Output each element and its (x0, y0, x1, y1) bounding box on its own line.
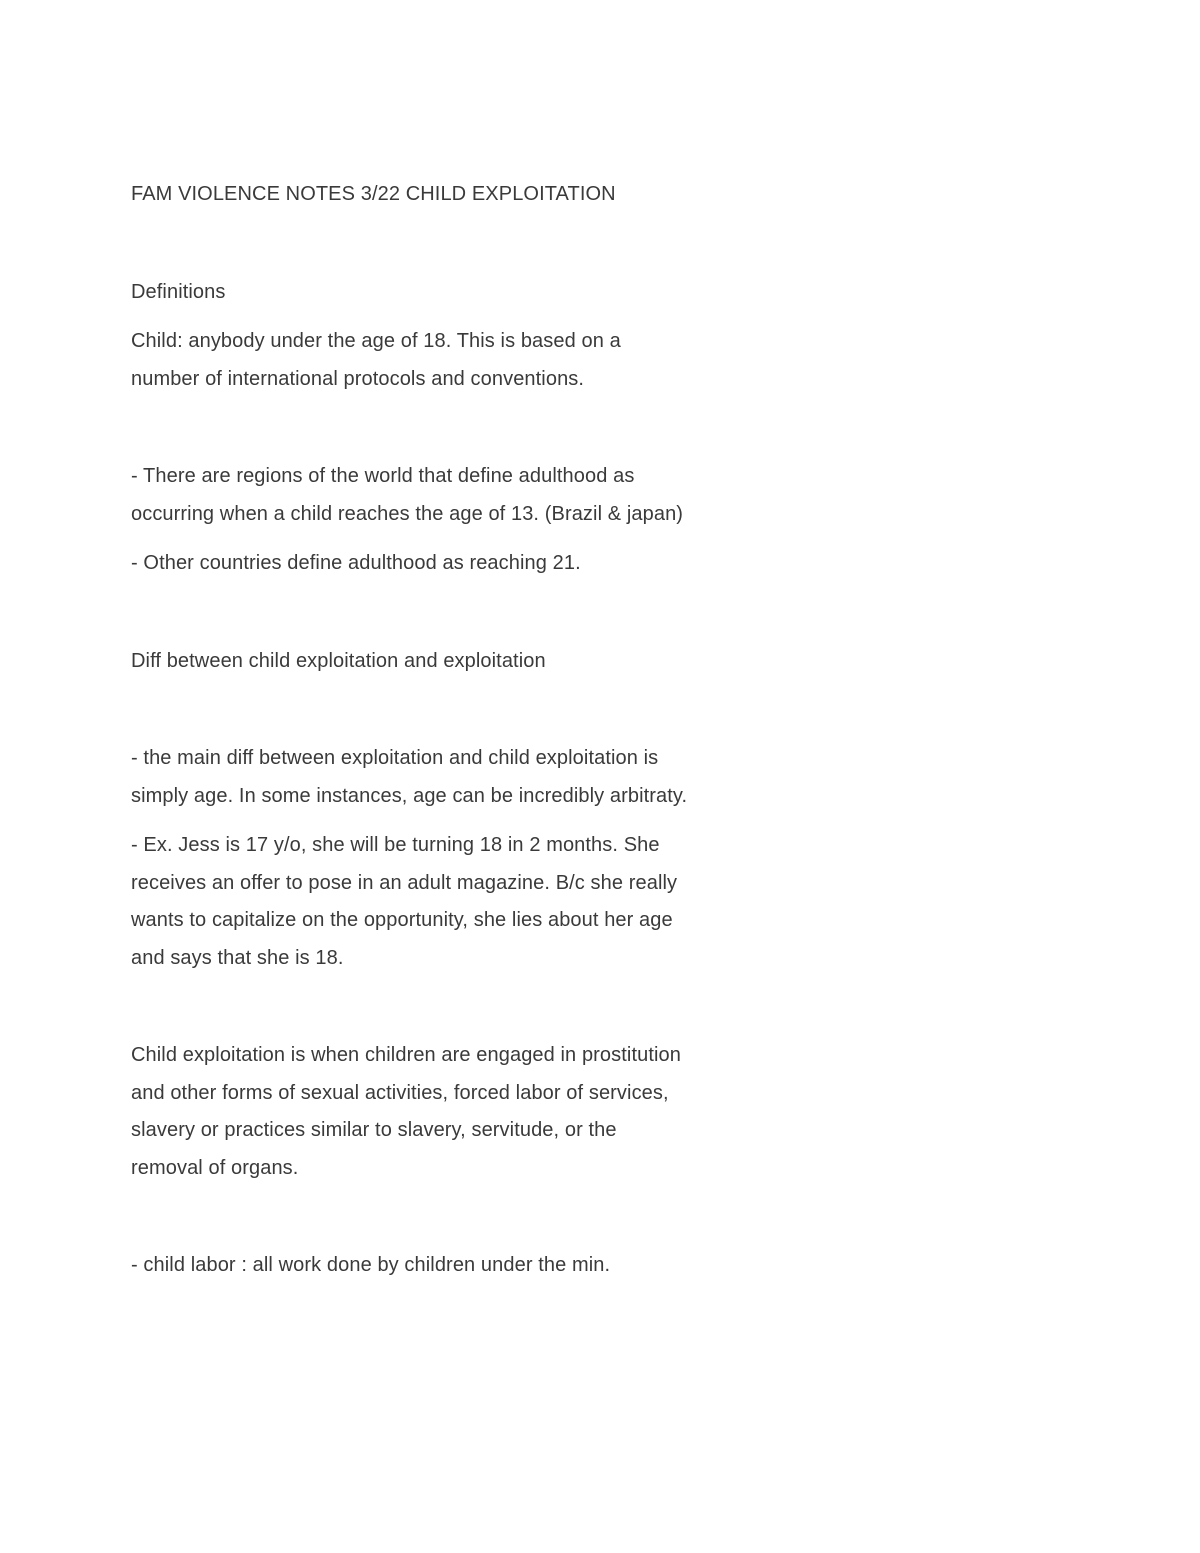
bullet-main-diff: - the main diff between exploitation and child exploitation is simply age. In some instances, age can be incredibly arbitraty. (131, 747, 688, 807)
bullet-other-21: - Other countries define adulthood as reaching 21. (131, 552, 581, 574)
section-heading-diff: Diff between child exploitation and exploitation (131, 649, 546, 672)
bullet-regions-13: - There are regions of the world that define adulthood as occurring when a child reaches the age of 13. (Brazil & japan) (131, 465, 684, 525)
section-heading-definitions: Definitions (131, 280, 226, 303)
document-title: FAM VIOLENCE NOTES 3/22 CHILD EXPLOITATION (131, 183, 616, 205)
document-body (131, 176, 691, 1285)
bullet-example: - Ex. Jess is 17 y/o, she will be turning 18 in 2 months. She receives an offer to pose in an adult magazine. B/c she really wants to capitalize on the opportunity, she lies about her age and says that she is 18. (131, 834, 678, 969)
definition-child: Child: anybody under the age of 18. This is based on a number of international protocols and conventions. (131, 330, 621, 390)
child-exploitation-definition: Child exploitation is when children are engaged in prostitution and other forms of sexual activities, forced labor of services, slavery or practices similar to slavery, servitude, or the removal of organs. (131, 1044, 681, 1179)
bullet-child-labor: - child labor : all work done by children under the min. (131, 1254, 611, 1276)
